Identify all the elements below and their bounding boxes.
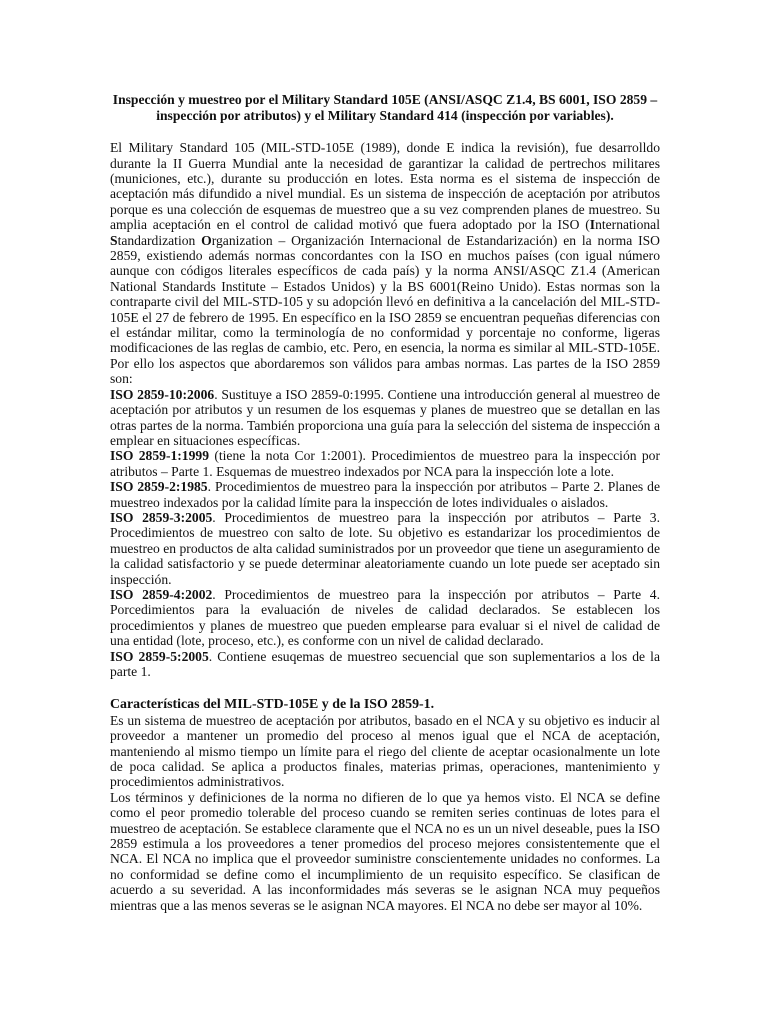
part-item	[110, 587, 660, 649]
part-code: ISO 2859-5:2005	[110, 648, 209, 664]
part-item	[110, 479, 660, 510]
intro-bold-o: O	[201, 232, 212, 248]
part-text: . Procedimientos de muestreo para la inspección por atributos – Parte 2. Planes de muestreo indexados por la calidad límite para la inspección de lotes individuales o aislados.	[110, 479, 660, 510]
intro-text-1: El Military Standard 105 (MIL-STD-105E (1989), donde E indica la revisión), fue desarrolldo durante la II Guerra Mundial ante la necesidad de garantizar la calidad de pertrechos militares (municiones, etc.), durante su producción en lotes. Esta norma es el sistema de inspección de aceptación más difundido a nivel mundial. Es un sistema de inspección de aceptación por atributos porque es una colección de esquemas de muestreo que a su vez comprenden planes de muestreo. Su amplia aceptación en el control de calidad motivó que fuera adoptado por la ISO (	[110, 140, 660, 233]
section-paragraph: Los términos y definiciones de la norma no difieren de lo que ya hemos visto. El NCA se define como el peor promedio tolerable del proceso cuando se remiten series continuas de lotes para el muestreo de aceptación. Se establece claramente que el NCA no es un un nivel deseable, pues la ISO 2859 estimula a los proveedores a tener promedios del proceso mejores consistentemente que el NCA. El NCA no implica que el proveedor suministre conscientemente unidades no conformes. La no conformidad se define como el incumplimiento de un requisito específico. Se clasifican de acuerdo a su severidad. A las inconformidades más severas se le asignan NCA muy pequeños mientras que a las menos severas se le asignan NCA mayores. El NCA no debe ser mayor al 10%.	[110, 789, 660, 913]
intro-text-2: nternational	[595, 217, 660, 233]
part-item	[110, 649, 660, 680]
part-item	[110, 448, 660, 479]
part-code: ISO 2859-10:2006	[110, 386, 215, 402]
part-code: ISO 2859-1:1999	[110, 448, 209, 464]
part-text: . Contiene esuqemas de muestreo secuencial que son suplementarios a los de la parte 1.	[110, 648, 660, 679]
section-paragraph: Es un sistema de muestreo de aceptación por atributos, basado en el NCA y su objetivo es inducir al proveedor a mantener un promedio del proceso al menos igual que el NCA de aceptación, manteniendo al mismo tiempo un límite para el riego del cliente de aceptar ocasionalmente un lote de poca calidad. Se aplica a productos finales, materias primas, operaciones, mantenimiento y procedimientos administrativos.	[110, 712, 660, 790]
part-item	[110, 387, 660, 449]
part-code: ISO 2859-3:2005	[110, 509, 213, 525]
intro-paragraph	[110, 140, 660, 387]
part-text: . Sustituye a ISO 2859-0:1995. Contiene una introducción general al muestreo de aceptación por atributos y un resumen de los esquemas y planes de muestreo que se detallan en las otras partes de la norma. También proporciona una guía para la selección del sistema de inspección a emplear en situaciones específicas.	[110, 386, 660, 448]
part-code: ISO 2859-2:1985	[110, 479, 208, 495]
part-text: (tiene la nota Cor 1:2001). Procedimientos de muestreo para la inspección por atributos – Parte 1. Esquemas de muestreo indexados por NCA para la inspección lote a lote.	[110, 448, 660, 479]
intro-bold-s: S	[110, 232, 118, 248]
intro-text-4: rganization – Organización Internacional de Estandarización) en la norma ISO 2859, existiendo además normas concordantes con la ISO en muchos países (con igual número aunque con códigos literales específicos de cada país) y la norma ANSI/ASQC Z1.4 (American National Standards Institute – Estados Unidos) y la BS 6001(Reino Unido). Estas normas son la contraparte civil del MIL-STD-105 y su adopción llevó en definitiva a la cancelación del MIL-STD-105E el 27 de febrero de 1995. En específico en la ISO 2859 se encuentran pequeñas diferencias con el estándar militar, como la terminología de no conformidad y porcentaje no conforme, ligeras modificaciones de las reglas de cambio, etc. Pero, en esencia, la norma es similar al MIL-STD-105E. Por ello los aspectos que abordaremos son válidos para ambas normas. Las partes de la ISO 2859 son:	[110, 232, 660, 387]
part-item	[110, 510, 660, 587]
intro-bold-i: I	[589, 217, 596, 233]
part-text: . Procedimientos de muestreo para la inspección por atributos – Parte 4. Porcedimientos para la evaluación de niveles de calidad declarados. Se establecen los procedimientos y planes de muestreo que pueden emplearse para evaluar si el nivel de calidad de una entidad (lote, proceso, etc.), es conforme con un nivel de calidad declarado.	[110, 586, 660, 649]
document-title: Inspección y muestreo por el Military Standard 105E (ANSI/ASQC Z1.4, BS 6001, ISO 2859 – inspección por atributos) y el Military Standard 414 (inspección por variables).	[112, 92, 658, 123]
section-heading: Características del MIL-STD-105E y de la ISO 2859-1.	[110, 697, 435, 713]
part-code: ISO 2859-4:2002	[110, 586, 213, 602]
part-text: . Procedimientos de muestreo para la inspección por atributos – Parte 3. Procedimientos de muestreo con salto de lote. Su objetivo es estandarizar los procedimientos de muestreo en productos de alta calidad suministrados por un proveedor que tiene un aseguramiento de la calidad satisfactorio y se puede determinar aleatoriamente cuando un lote puede ser aceptado sin inspección.	[110, 509, 660, 587]
intro-text-3: tandardization	[117, 232, 202, 248]
